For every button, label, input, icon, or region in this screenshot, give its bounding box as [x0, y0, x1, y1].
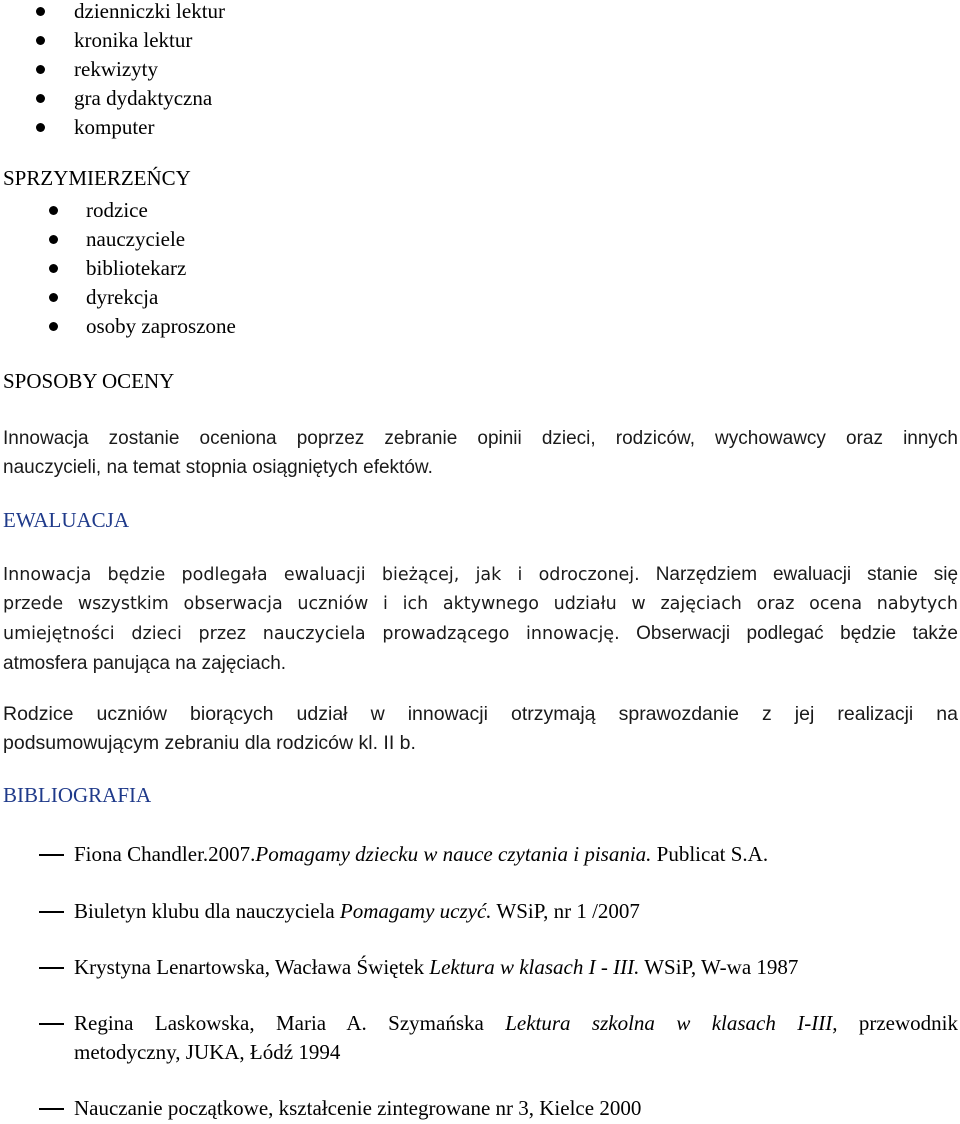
list-item: dzienniczki lektur: [74, 0, 225, 26]
bibliography-entry: Fiona Chandler.2007.Pomagamy dziecku w nauce czytania i pisania. Publicat S.A.: [74, 840, 958, 869]
materials-list: [74, 0, 225, 142]
assessment-heading: SPOSOBY OCENY: [3, 369, 175, 393]
dash-icon: [39, 854, 64, 856]
bullet-icon: [49, 206, 58, 215]
bullet-icon: [36, 7, 45, 16]
list-item: rekwizyty: [74, 55, 225, 84]
dash-icon: [39, 967, 64, 969]
dash-icon: [39, 1023, 64, 1025]
allies-list: [86, 196, 236, 341]
dash-icon: [39, 911, 64, 913]
list-item: kronika lektur: [74, 26, 225, 55]
evaluation-heading: EWALUACJA: [3, 508, 129, 532]
bullet-icon: [36, 36, 45, 45]
dash-icon: [39, 1108, 64, 1110]
bullet-icon: [49, 264, 58, 273]
bullet-icon: [36, 94, 45, 103]
list-item: komputer: [74, 113, 225, 142]
bullet-icon: [49, 322, 58, 331]
list-item: gra dydaktyczna: [74, 84, 225, 113]
bibliography-entry: Biuletyn klubu dla nauczyciela Pomagamy uczyć. WSiP, nr 1 /2007: [74, 897, 958, 926]
bibliography-entry: Regina Laskowska, Maria A. Szymańska Lektura szkolna w klasach I-III, przewodnik metodyczny, JUKA, Łódź 1994: [74, 1009, 958, 1067]
bibliography-entry: Krystyna Lenartowska, Wacława Świętek Lektura w klasach I - III. WSiP, W-wa 1987: [74, 953, 958, 982]
list-item: dyrekcja: [86, 283, 236, 312]
bullet-icon: [36, 65, 45, 74]
list-item: rodzice: [86, 196, 236, 225]
bullet-icon: [36, 123, 45, 132]
evaluation-paragraph: Innowacja będzie podlegała ewaluacji bieżącej, jak i odroczonej. Narzędziem ewaluacji stanie się przede wszystkim obserwacja uczniów i ich aktywnego udziału w zajęciach oraz ocena nabytych umiejętności dzieci przez nauczyciela prowadzącego innowację. Obserwacji podlegać będzie także atmosfera panująca na zajęciach.: [3, 564, 959, 674]
assessment-paragraph: Innowacja zostanie oceniona poprzez zebranie opinii dzieci, rodziców, wychowawcy oraz innych nauczycieli, na temat stopnia osiągniętych efektów.: [3, 428, 958, 478]
bullet-icon: [49, 235, 58, 244]
bullet-icon: [49, 293, 58, 302]
bibliography-heading: BIBLIOGRAFIA: [3, 783, 152, 807]
allies-heading: SPRZYMIERZEŃCY: [3, 166, 191, 190]
list-item: nauczyciele: [86, 225, 236, 254]
parents-paragraph: Rodzice uczniów biorących udział w innowacji otrzymają sprawozdanie z jej realizacji na podsumowującym zebraniu dla rodziców kl. II b.: [3, 703, 958, 754]
bibliography-entry: Nauczanie początkowe, kształcenie zintegrowane nr 3, Kielce 2000: [74, 1094, 958, 1123]
list-item: bibliotekarz: [86, 254, 236, 283]
list-item: osoby zaproszone: [86, 312, 236, 341]
